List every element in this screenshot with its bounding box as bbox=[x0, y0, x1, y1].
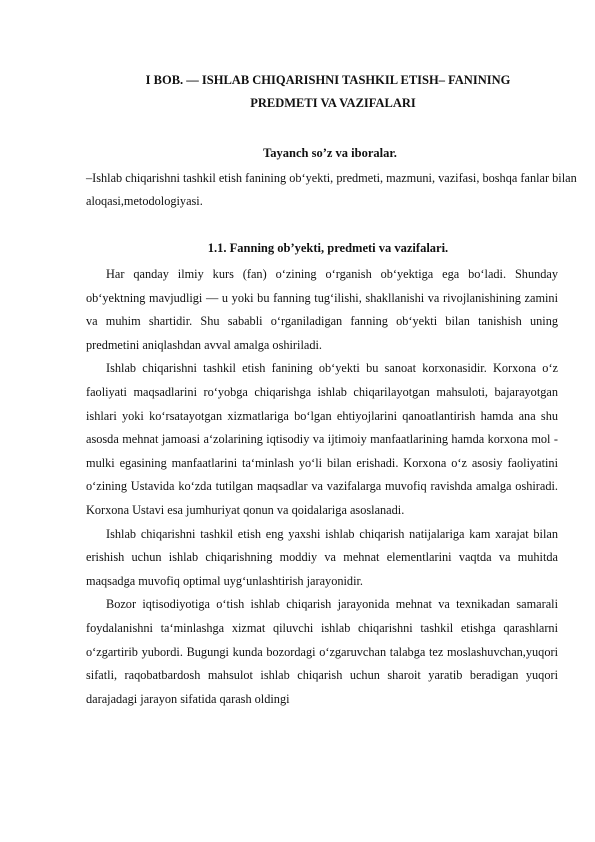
paragraph: Ishlab chiqarishni tashkil etish eng yaxshi ishlab chiqarish natijalariga kam xarajat bilan erishish uchun ishlab chiqarishning moddiy va mehnat elementlarini vaqtda va muhitda maqsadga muvofiq optimal uyg‘unlashtirish jarayonidir. bbox=[86, 526, 558, 588]
paragraph: Bozor iqtisodiyotiga o‘tish ishlab chiqarish jarayonida mehnat va texnikadan samarali foydalanishni ta‘minlashga xizmat qiluvchi ishlab chiqarishni tashkil etishga qarashlarni o‘zgartirib yubordi. Bugungi kunda bozordagi o‘zgaruvchan talabga tez moslashuvchan,yuqori sifatli, raqobatbardosh mahsulot ishlab chiqarish uchun sharoit yaratib beradigan yuqori darajadagi jarayon sifatida qarash oldingi bbox=[86, 597, 558, 706]
keywords-text: –Ishlab chiqarishni tashkil etish fanining ob‘yekti, predmeti, mazmuni, vazifasi, boshqa fanlar bilan aloqasi,metodologiyasi. bbox=[86, 171, 577, 208]
chapter-title-line-2: PREDMETI VA VAZIFALARI bbox=[250, 96, 416, 110]
chapter-title-line-1: I BOB. — ISHLAB CHIQARISHNI TASHKIL ETISH– FANINING bbox=[145, 73, 511, 87]
section-title: 1.1. Fanning ob’yekti, predmeti va vazifalari. bbox=[207, 241, 449, 255]
keywords-heading: Tayanch so’z va iboralar. bbox=[263, 146, 397, 160]
paragraph: Har qanday ilmiy kurs (fan) o‘zining o‘rganish ob‘yektiga ega bo‘ladi. Shunday ob‘yektning mavjudligi — u yoki bu fanning tug‘ilishi, shakllanishi va rivojlanishining zamini va muhim shartidir. Shu sababli o‘rganiladigan fanning ob‘yekti bilan tanishish uning predmetini aniqlashdan avval amalga oshiriladi. bbox=[86, 267, 558, 352]
paragraph: Ishlab chiqarishni tashkil etish fanining ob‘yekti bu sanoat korxonasidir. Korxona o‘z faoliyati maqsadlarini ro‘yobga chiqarishga ishlab chiqarilayotgan mahsuloti, bajarayotgan ishlari yoki ko‘rsatayotgan xizmatlariga bo‘lgan ehtiyojlarini qanoatlantirish hamda ana shu asosda mehnat jamoasi a‘zolarining iqtisodiy va ijtimoiy manfaatlarining hamda korxona mol - mulki egasining manfaatlarini ta‘minlash yo‘li bilan erishadi. Korxona o‘z asosiy faoliyatini o‘zining Ustavida ko‘zda tutilgan maqsadlar va vazifalarga muvofiq ravishda amalga oshiradi. Korxona Ustavi esa jumhuriyat qonun va qoidalariga asoslanadi. bbox=[86, 361, 558, 517]
body-text bbox=[86, 263, 558, 711]
